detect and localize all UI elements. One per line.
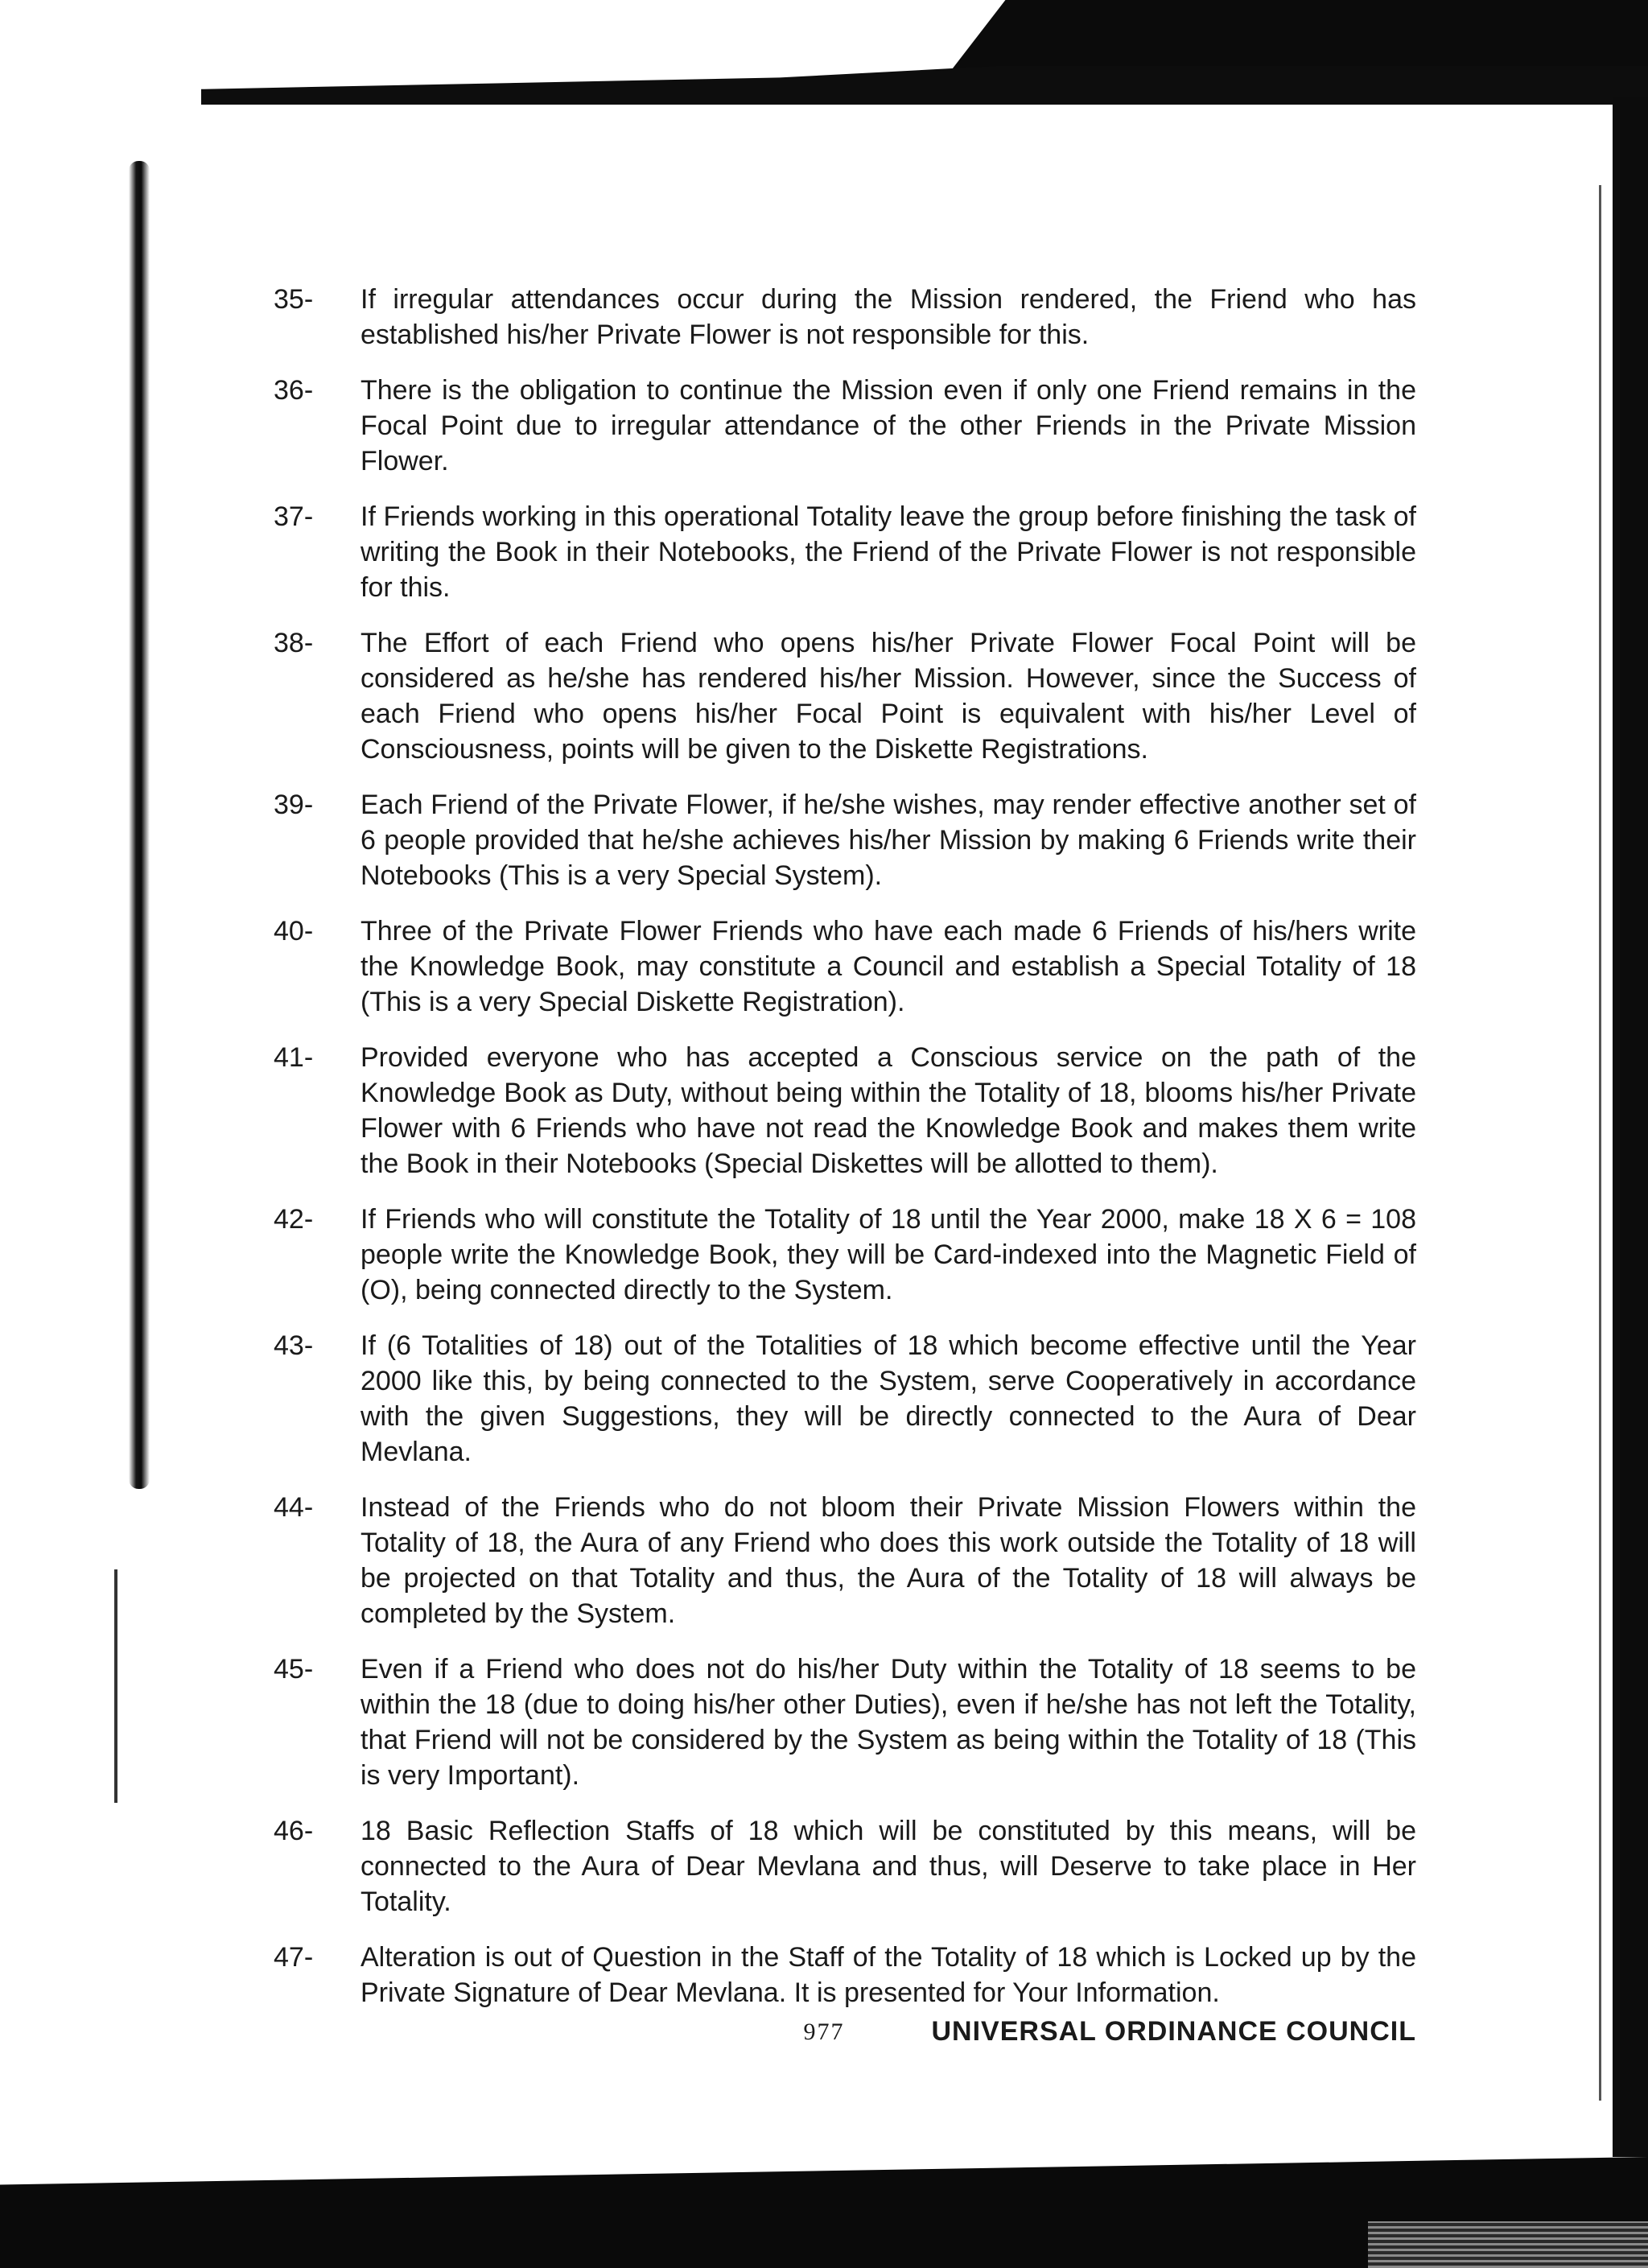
list-item	[274, 913, 1416, 1020]
list-item	[274, 1813, 1416, 1920]
item-number: 37-	[274, 501, 314, 532]
scan-left-thin-line	[114, 1569, 117, 1803]
item-text: 18 Basic Reflection Staffs of 18 which will be constituted by this means, will be connected to the Aura of Dear Mevlana and thus, will Deserve to take place in Her Totality.	[360, 1816, 1416, 1917]
item-text: There is the obligation to continue the Mission even if only one Friend remains in the Focal Point due to irregular attendance of the other Friends in the Private Mission Flower.	[360, 375, 1416, 476]
list-item	[274, 1940, 1416, 2010]
list-item	[274, 499, 1416, 605]
list-item	[274, 1040, 1416, 1181]
list-item	[274, 625, 1416, 767]
page-body	[274, 282, 1416, 2049]
item-number: 44-	[274, 1492, 314, 1523]
item-number: 43-	[274, 1330, 314, 1361]
list-item	[274, 373, 1416, 479]
item-number: 39-	[274, 790, 314, 820]
list-item	[274, 1490, 1416, 1631]
item-text: The Effort of each Friend who opens his/her Private Flower Focal Point will be considered as he/she has rendered his/her Mission. However, since the Success of each Friend who opens his/her Focal Point is equivalent with his/her Level of Consciousness, points will be given to the Diskette Registrations.	[360, 628, 1416, 765]
item-text: Three of the Private Flower Friends who have each made 6 Friends of his/hers write the Knowledge Book, may constitute a Council and establish a Special Totality of 18 (This is a very Special Diskette Registration).	[360, 916, 1416, 1017]
scan-right-edge-shadow	[1613, 97, 1648, 2157]
item-number: 47-	[274, 1942, 314, 1973]
item-number: 36-	[274, 375, 314, 406]
item-number: 40-	[274, 916, 314, 946]
item-text: Each Friend of the Private Flower, if he/she wishes, may render effective another set of 6 people provided that he/she achieves his/her Mission by making 6 Friends write their Notebooks (This is a very Special System).	[360, 790, 1416, 891]
list-item	[274, 282, 1416, 353]
item-text: If irregular attendances occur during the Mission rendered, the Friend who has established his/her Private Flower is not responsible for this.	[360, 284, 1416, 350]
council-signature: UNIVERSAL ORDINANCE COUNCIL	[931, 2016, 1416, 2047]
list-item	[274, 1202, 1416, 1308]
scan-right-inner-line	[1599, 185, 1601, 2101]
page-number: 977	[803, 2019, 845, 2045]
item-number: 38-	[274, 628, 314, 658]
item-text: Alteration is out of Question in the Staff of the Totality of 18 which is Locked up by the Private Signature of Dear Mevlana. It is presented for Your Information.	[360, 1942, 1416, 2008]
scan-top-corner-shadow	[950, 0, 1648, 72]
item-text: If Friends working in this operational Totality leave the group before finishing the task of writing the Book in their Notebooks, the Friend of the Private Flower is not responsible for this.	[360, 501, 1416, 603]
item-number: 35-	[274, 284, 314, 315]
item-text: Instead of the Friends who do not bloom their Private Mission Flowers within the Totality of 18, the Aura of any Friend who does this work outside the Totality of 18 will be projected on that Totality and thus, the Aura of the Totality of 18 will always be completed by the System.	[360, 1492, 1416, 1629]
scan-bottom-stripe	[1368, 2221, 1648, 2268]
list-item	[274, 1652, 1416, 1793]
item-text: Provided everyone who has accepted a Conscious service on the path of the Knowledge Book as Duty, without being within the Totality of 18, blooms his/her Private Flower with 6 Friends who have not read the Knowledge Book and makes them write the Book in their Notebooks (Special Diskettes will be allotted to them).	[360, 1042, 1416, 1179]
item-number: 46-	[274, 1816, 314, 1846]
item-text: Even if a Friend who does not do his/her Duty within the Totality of 18 seems to be within the 18 (due to doing his/her other Duties), even if he/she has not left the Totality, that Friend will not be considered by the System as being within the Totality of 18 (This is very Important).	[360, 1654, 1416, 1791]
scan-left-binding-shadow	[129, 161, 150, 1489]
list-item	[274, 1328, 1416, 1470]
item-number: 41-	[274, 1042, 314, 1073]
list-item	[274, 787, 1416, 893]
item-number: 45-	[274, 1654, 314, 1685]
item-number: 42-	[274, 1204, 314, 1235]
item-text: If (6 Totalities of 18) out of the Totalities of 18 which become effective until the Year 2000 like this, by being connected to the System, serve Cooperatively in accordance with the given Suggestions, they will be directly connected to the Aura of Dear Mevlana.	[360, 1330, 1416, 1467]
item-text: If Friends who will constitute the Totality of 18 until the Year 2000, make 18 X 6 = 108 people write the Knowledge Book, they will be Card-indexed into the Magnetic Field of (O), being connected directly to the System.	[360, 1204, 1416, 1305]
